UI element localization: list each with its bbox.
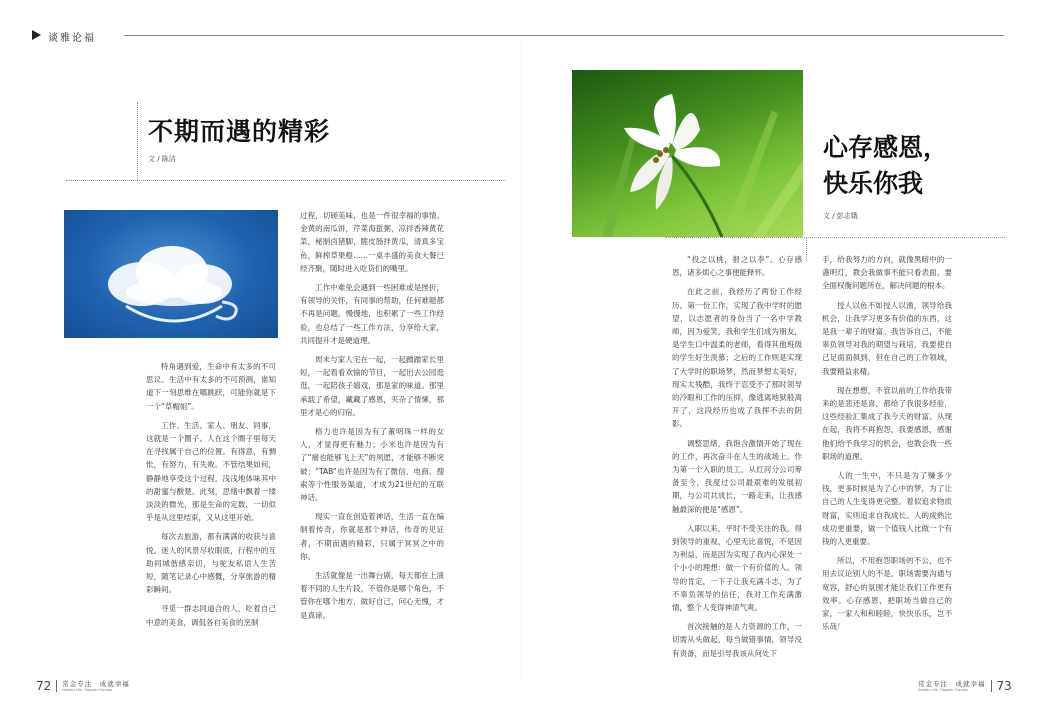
title-vertical-rule — [137, 102, 138, 180]
paragraph: 生活就像是一出舞台剧，每天都在上演着不同的人生片段，不管你是哪个角色，不管你在哪个地方，做好自己，问心无愧，才是真谛。 — [300, 571, 444, 620]
paragraph: 格力也许是因为有了董明珠一样的女人，才显得更有魅力；小米也许是因为有了“痛也能够飞上天”的夙愿，才能够不断突破；“TAB”也许是因为有了微信、电商、搜索等个性服务渠道，才成为21世纪的互联神话。 — [300, 427, 444, 503]
title-line-2: 快乐你我 — [823, 169, 924, 198]
article-title-left: 不期而遇的精彩 — [148, 117, 331, 146]
paragraph: 过程，切磋美味，也是一件很幸福的事情。金黄的南瓜饼，芹菜海蜇粥，凉拌香辣黄花菜，秘制卤猪脚，脆皮肠拌黄瓜，清真多宝鱼，鲜榨草果橙……一桌丰盛的美食大餐已经齐聚，随时进入吃货们的嘴里。 — [300, 211, 444, 273]
title-line-1: 心存感恩， — [823, 133, 949, 162]
paragraph: 现在想想，不管以前的工作给我带来的是悲还是喜，都给了我很多经验，这些经验汇集成了我今天的财富。从现在起，我将不再抱怨，我要感恩，感谢他们给予我学习的机会，也教会我一些职场的道理。 — [822, 385, 952, 461]
brand-slogan: 常金专注 成就幸福 — [918, 680, 986, 688]
paragraph: 调整思绪，我饱含激情开始了现在的工作，再次奋斗在人生的战场上。作为第一个入职的员工，从红河分公司筹备至今，我度过公司最艰难的发展初期，与公司共成长，一路走来，让我感触最深的便是“感恩”。 — [672, 438, 802, 514]
title-horizontal-rule-right — [665, 237, 1005, 238]
brand-slogan-en: Golden Life, Happier Futures — [918, 688, 968, 692]
paragraph: 工作、生活、家人、朋友、同事，这就是一个圈子。人在这个圈子里每天在寻找属于自己的位置。有得意，有惆怅，有努力，有失败。不管结果如何，静静地享受这个过程，浅浅地体味其中的甜蜜与酸楚。此刻，思绪中飘着一缕淡淡的微光，那是生命的定数，一切似乎是从这里结束，又从这里开始。 — [146, 420, 276, 523]
header-rule — [124, 35, 1004, 36]
footer-divider — [991, 680, 992, 692]
paragraph: 工作中难免会遇到一些困难或是挫折，有领导的关怀，有同事的帮助，任何难题都不再是问题。慢慢地，也积累了一些工作经验，也总结了一些工作方法，分享给大家，共同提升才是硬道理。 — [300, 283, 444, 345]
paragraph: 在此之前，我经历了两份工作经历。第一份工作，实现了我中学时的愿望，以志愿者的身份当了一名中学教师，因为爱笑，我和学生们成为朋友，是学生口中温柔的老师，看得其他班级的学生好生羡慕；之后的工作则是实现了大学时的职场梦，然而梦想太美好，现实太残酷，我终于忍受不了那时领导的冷眼和工作的压抑，像逃离地狱般离开了，这段经历也成了我挥不去的阴影。 — [672, 287, 802, 429]
paragraph: 人的一生中，不只是为了赚多少钱，更多时候是为了心中的梦，为了让自己的人生变得更完整。着似追求物质财富，实则追求自我成长。人的成熟比成功更重要，做一个值钱人比做一个有钱的人更重要。 — [822, 471, 952, 547]
article-title-right — [823, 130, 948, 202]
footer-divider — [56, 680, 57, 692]
paragraph: 现实一直在创造着神话，生活一直在编制着传奇，你就是那个神话，传奇的见证者，不期而遇的精彩，只属于冥冥之中的你。 — [300, 512, 444, 561]
brand-slogan-en: Golden Life, Happier Futures — [62, 688, 113, 692]
paragraph: 寻觅一群志同道合的人，吃着自己中意的美食，调侃各自美食的烹制 — [146, 604, 276, 627]
page-number-right: 73 — [996, 679, 1012, 693]
footer-brand-left — [62, 679, 130, 692]
left-article-col-2 — [300, 209, 444, 628]
byline-right: 文 / 彭志娥 — [823, 212, 858, 220]
page-number-left: 72 — [36, 679, 52, 693]
footer-brand-right — [918, 679, 986, 692]
title-horizontal-rule-left — [66, 180, 506, 181]
page-gutter — [521, 40, 522, 680]
section-header — [32, 29, 1007, 43]
paragraph: 特角遇到爱，生命中有太多的不可思议。生活中有太多的不可预测，谁知道下一刻思维在哪跳跃，可能你就是下一个“草帽姐”。 — [146, 362, 276, 411]
paragraph: 周末与家人宅在一起，一起蹭蹭家长里短，一起看看欢愉的节目，一起出去公园逛逛，一起陪孩子嬉戏，那是家的味道。那里承载了希望，藏藏了感恩，夹杂了情愫，那里才是心的归宿。 — [300, 355, 444, 417]
section-title: 谈雅论福 — [48, 33, 96, 44]
paragraph: 授人以鱼不如授人以渔，领导给我机会，让我学习更多有价值的东西，这是我一辈子的财富。我告诉自己，不能辜负领导对我的期望与栽培，我要使自己足面面俱到，但在自己的工作领域，我要精益求精。 — [822, 300, 952, 376]
byline-left: 文 / 陈洁 — [148, 155, 176, 163]
paragraph: 入职以来，平时不受关注的我，得到领导的重视，心里无比喜悦，不是因为利益，而是因为实现了我内心深处一个小小的理想：做一个有价值的人。领导的肯定，一下子让我充满斗志，为了不辜负领导的信任，我对工作充满激情，整个人变得神清气爽。 — [672, 523, 802, 613]
left-article-col-1 — [146, 360, 276, 635]
paragraph: 每次去旅游，都有满满的收获与喜悦。迷人的风景尽收眼底，行程中的互助同城偕感亲切，与驼友私语人生苦短，随笔记录心中感慨，分享旅游的精彩瞬间。 — [146, 532, 276, 595]
paragraph: “投之以桃，报之以李”。心存感恩，诸多烦心之事便能释怀。 — [672, 255, 802, 278]
paragraph: 所以，不用抱怨职场的不公，也不用去议论别人的不是，职场需要沟通与宽容，舒心的氛围才能让我们工作更有效率。心存感恩，把职场当做自己的家，一家人和和睦睦，快快乐乐，岂不乐哉！ — [822, 556, 952, 632]
footer-left — [36, 675, 130, 691]
white-lily-image — [572, 70, 803, 237]
play-arrow-icon — [32, 30, 41, 40]
brand-slogan: 常金专注 成就幸福 — [62, 680, 130, 688]
title-vertical-rule-right — [806, 237, 807, 261]
footer-right — [918, 675, 1012, 691]
paragraph: 首次接触的是人力资源的工作，一切需从头做起，每当做错事情，领导没有责备，而是引导我该从何处下 — [672, 622, 802, 658]
cloud-cup-image — [64, 210, 278, 338]
right-article-col-1 — [672, 253, 802, 666]
paragraph: 手，给我努力的方向，就像黑暗中的一盏明灯，教会我做事不能只看表面，要全面权衡问题所在，解决问题的根本。 — [822, 255, 952, 291]
right-article-col-2 — [822, 253, 952, 639]
